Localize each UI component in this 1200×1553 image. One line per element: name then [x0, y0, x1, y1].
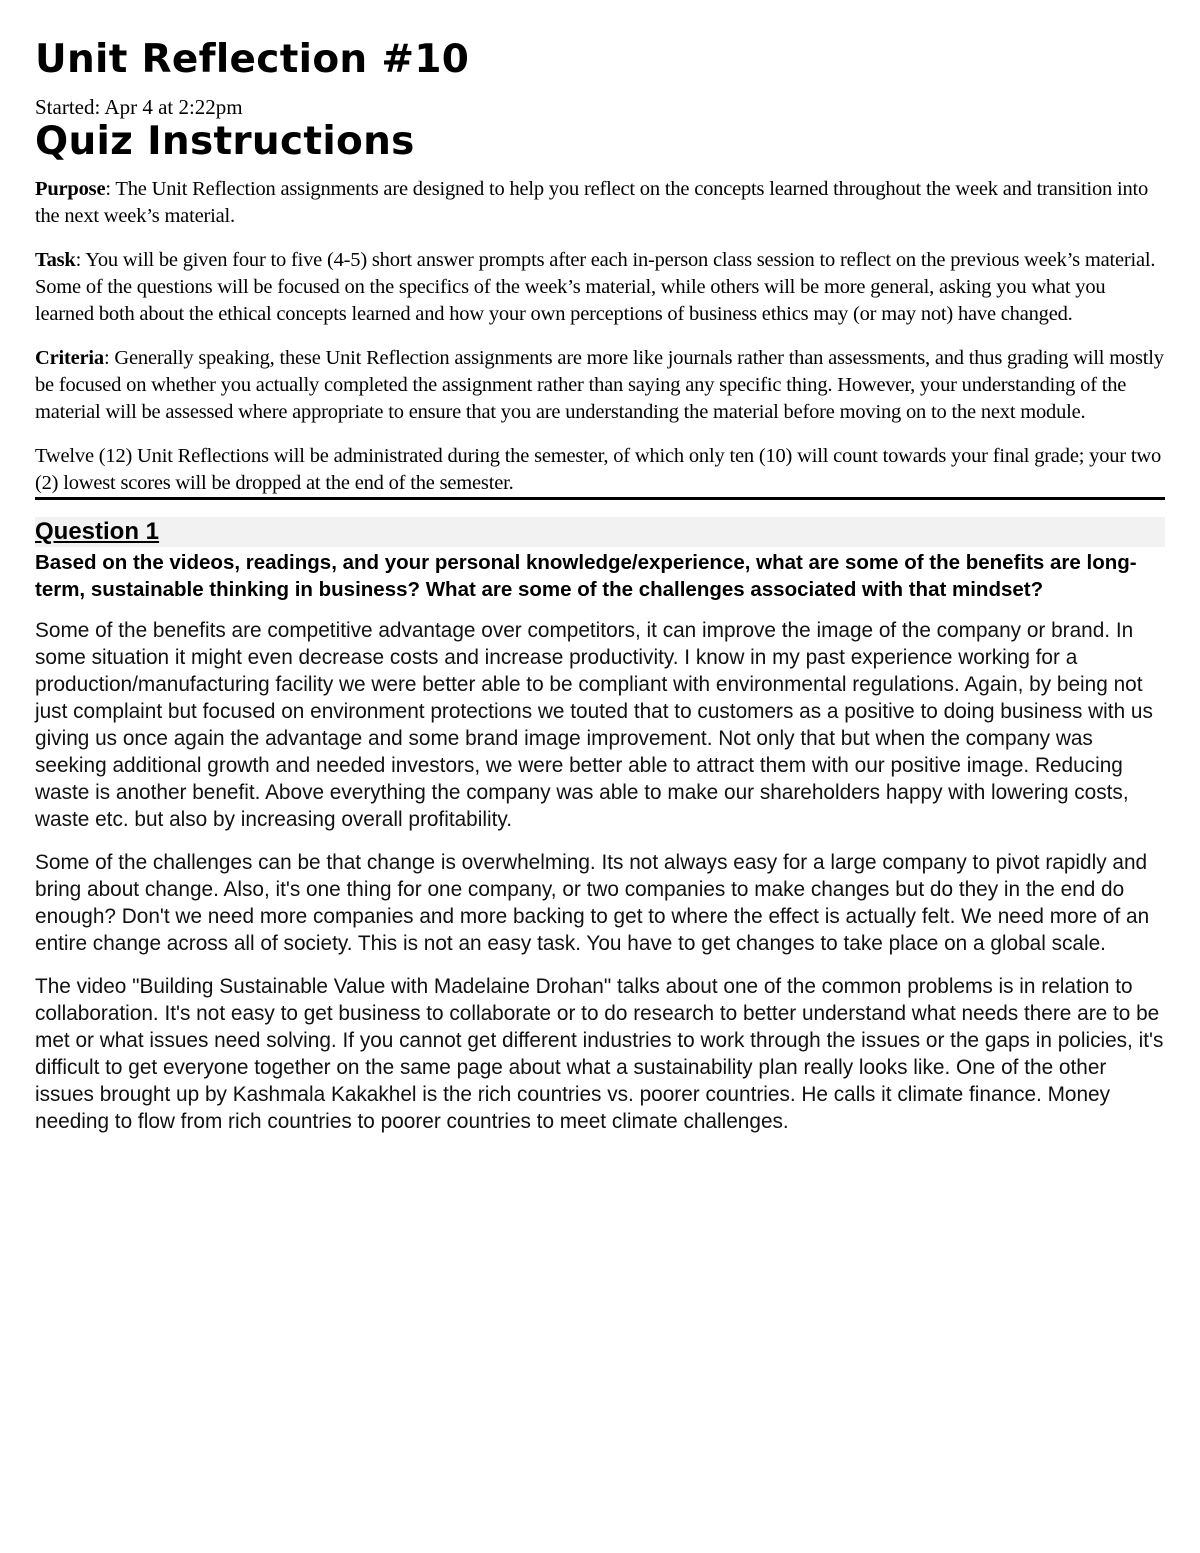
- task-text: : You will be given four to five (4-5) short answer prompts after each in-person class session to reflect on the previous week’s material. Some of the questions will be focused on the specifics of the week’s material, while others will be more general, asking you what you learned both about the ethical concepts learned and how your own perceptions of business ethics may (or may not) have changed.: [35, 249, 1156, 325]
- quiz-page: [35, 36, 1165, 1151]
- purpose-text: : The Unit Reflection assignments are designed to help you reflect on the concepts learned throughout the week and transition into the next week’s material.: [35, 178, 1149, 227]
- grading-note: Twelve (12) Unit Reflections will be administrated during the semester, of which only ten (10) will count towards your final grade; your two (2) lowest scores will be dropped at the end of the semester.: [35, 445, 1162, 494]
- purpose-label: Purpose: [35, 178, 106, 200]
- purpose-paragraph: [35, 176, 1165, 230]
- criteria-text: : Generally speaking, these Unit Reflection assignments are more like journals rather than assessments, and thus grading will mostly be focused on whether you actually completed the assignment rather than saying any specific thing. However, your understanding of the material will be assessed where appropriate to ensure that you are understanding the material before moving on to the next module.: [35, 347, 1164, 423]
- started-timestamp: Started: Apr 4 at 2:22pm: [35, 95, 243, 119]
- criteria-paragraph: [35, 345, 1165, 426]
- answer-paragraph: Some of the challenges can be that change is overwhelming. Its not always easy for a large company to pivot rapidly and bring about change. Also, it's one thing for one company, or two companies to make changes but do they in the end do enough? Don't we need more companies and more backing to get to where the effect is actually felt. We need more of an entire change across all of society. This is not an easy task. You have to get changes to take place on a global scale.: [35, 851, 1150, 955]
- task-paragraph: [35, 247, 1165, 328]
- answer-paragraph: The video "Building Sustainable Value with Madelaine Drohan" talks about one of the common problems is in relation to collaboration. It's not easy to get business to collaborate or to do research to better understand what needs there are to be met or what issues need solving. If you cannot get different industries to work through the issues or the gaps in policies, it's difficult to get everyone together on the same page about what a sustainability plan really looks like. One of the other issues brought up by Kashmala Kakakhel is the rich countries vs. poorer countries. He calls it climate finance. Money needing to flow from rich countries to poorer countries to meet climate challenges.: [35, 975, 1164, 1133]
- criteria-label: Criteria: [35, 347, 104, 369]
- answer-paragraph: Some of the benefits are competitive advantage over competitors, it can improve the image of the company or brand. In some situation it might even decrease costs and increase productivity. I know in my past experience working for a production/manufacturing facility we were better able to be compliant with environmental regulations. Again, by being not just complaint but focused on environment protections we touted that to customers as a positive to doing business with us giving us once again the advantage and some brand image improvement. Not only that but when the company was seeking additional growth and needed investors, we were better able to attract them with our positive image. Reducing waste is another benefit. Above everything the company was able to make our shareholders happy with lowering costs, waste etc. but also by increasing overall profitability.: [35, 619, 1153, 831]
- answer-text: [35, 617, 1165, 1135]
- instructions-section: [35, 176, 1165, 497]
- quiz-instructions-heading: Quiz Instructions: [35, 119, 415, 164]
- task-label: Task: [35, 249, 76, 271]
- section-divider: [35, 497, 1165, 500]
- question-label: Question 1: [35, 517, 1165, 547]
- page-title: Unit Reflection #10: [35, 37, 470, 82]
- question-prompt: Based on the videos, readings, and your personal knowledge/experience, what are some of the benefits are long-term, sustainable thinking in business? What are some of the challenges associated with that mindset?: [35, 551, 1137, 601]
